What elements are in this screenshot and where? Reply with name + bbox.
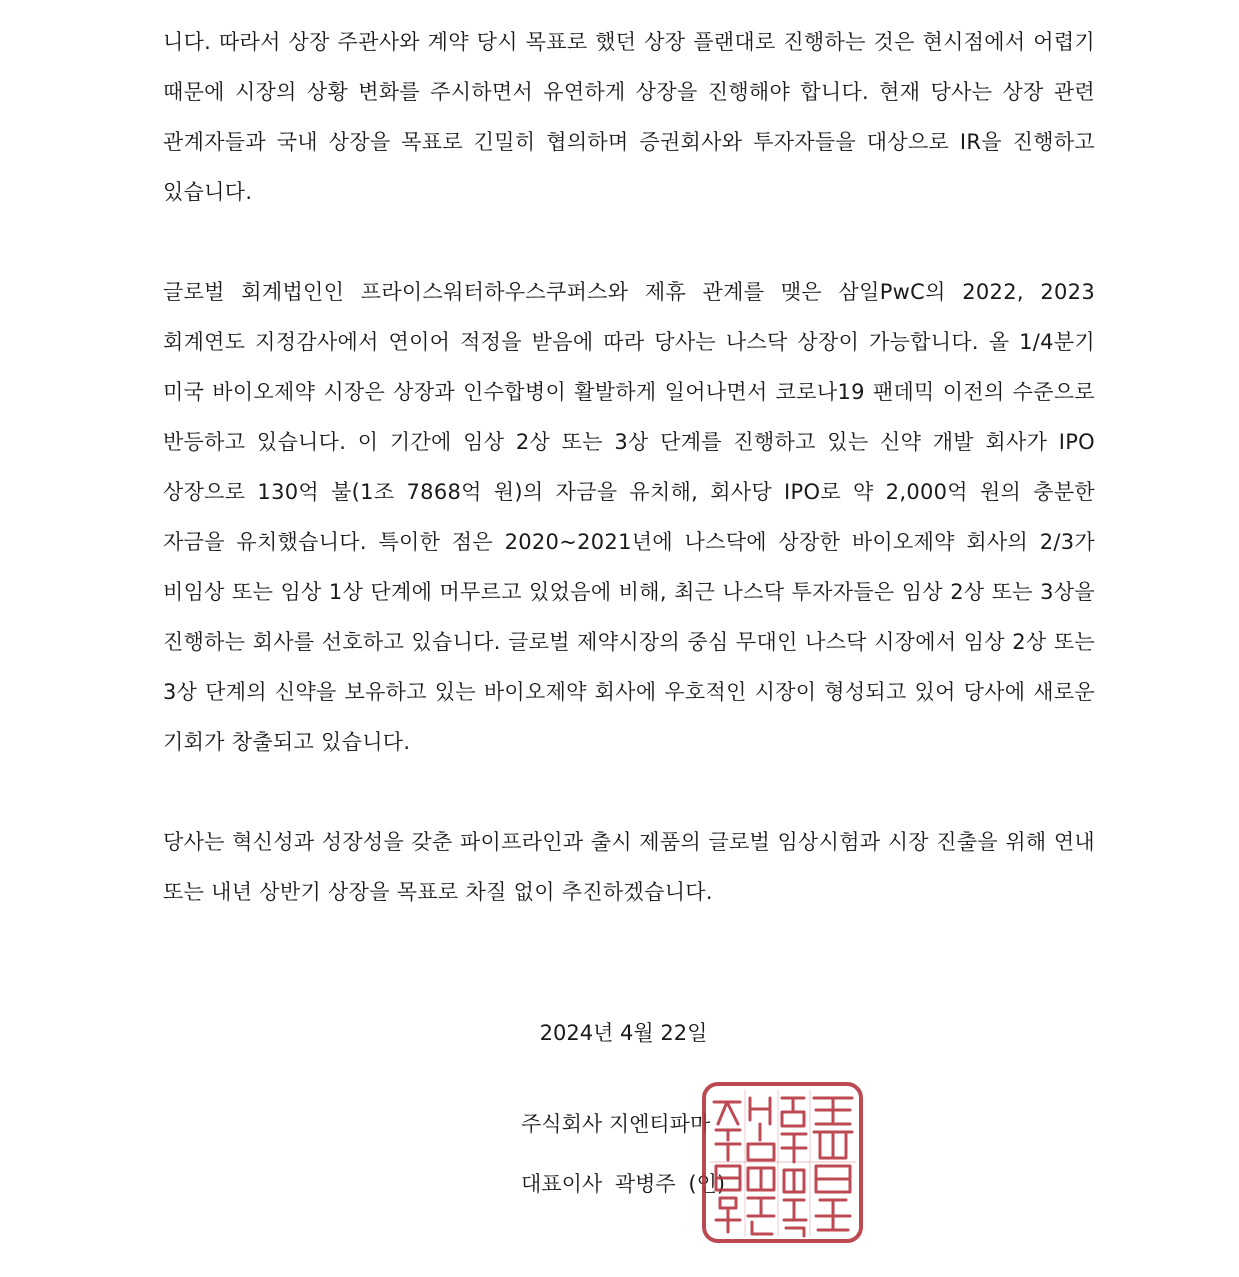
letter-date: 2024년 4월 22일 (539, 1021, 708, 1045)
company-name: 주식회사 지엔티파마 (521, 1112, 711, 1136)
paragraph-nasdaq-market: 글로벌 회계법인인 프라이스워터하우스쿠퍼스와 제휴 관계를 맺은 삼일PwC의 2022, 2023 회계연도 지정감사에서 연이어 적정을 받음에 따라 당사는 나스닥 상장이 가능합니다. 올 1/4분기 미국 바이오제약 시장은 상장과 인수합병이 활발하게 일어나면서 코로나19 팬데믹 이전의 수준으로 반등하고 있습니다. 이 기간에 임상 2상 또는 3상 단계를 진행하고 있는 신약 개발 회사가 IPO 상장으로 130억 불(1조 7868억 원)의 자금을 유치해, 회사당 IPO로 약 2,000억 원의 충분한 자금을 유치했습니다. 특이한 점은 2020~2021년에 나스닥에 상장한 바이오제약 회사의 2/3가 비임상 또는 임상 1상 단계에 머무르고 있었음에 비해, 최근 나스닥 투자자들은 임상 2상 또는 3상을 진행하는 회사를 선호하고 있습니다. 글로벌 제약시장의 중심 무대인 나스닥 시장에서 임상 2상 또는 3상 단계의 신약을 보유하고 있는 바이오제약 회사에 우호적인 시장이 형성되고 있어 당사에 새로운 기회가 창출되고 있습니다. (163, 280, 1095, 754)
representative-title: 대표이사 (521, 1172, 603, 1196)
company-seal-stamp-icon (700, 1080, 865, 1245)
paragraph-listing-status: 니다. 따라서 상장 주관사와 계약 당시 목표로 했던 상장 플랜대로 진행하는 것은 현시점에서 어렵기 때문에 시장의 상황 변화를 주시하면서 유연하게 상장을 진행해야 합니다. 현재 당사는 상장 관련 관계자들과 국내 상장을 목표로 긴밀히 협의하며 증권회사와 투자자들을 대상으로 IR을 진행하고 있습니다. (163, 30, 1095, 204)
representative-signature-line (521, 1164, 725, 1204)
paragraph-listing-plan: 당사는 혁신성과 성장성을 갖춘 파이프라인과 출시 제품의 글로벌 임상시험과 시장 진출을 위해 연내 또는 내년 상반기 상장을 목표로 차질 없이 추진하겠습니다. (163, 830, 1095, 904)
representative-name: 곽병주 (614, 1172, 676, 1196)
seal-mark: (인) (688, 1172, 726, 1196)
letter-body (163, 17, 1095, 917)
